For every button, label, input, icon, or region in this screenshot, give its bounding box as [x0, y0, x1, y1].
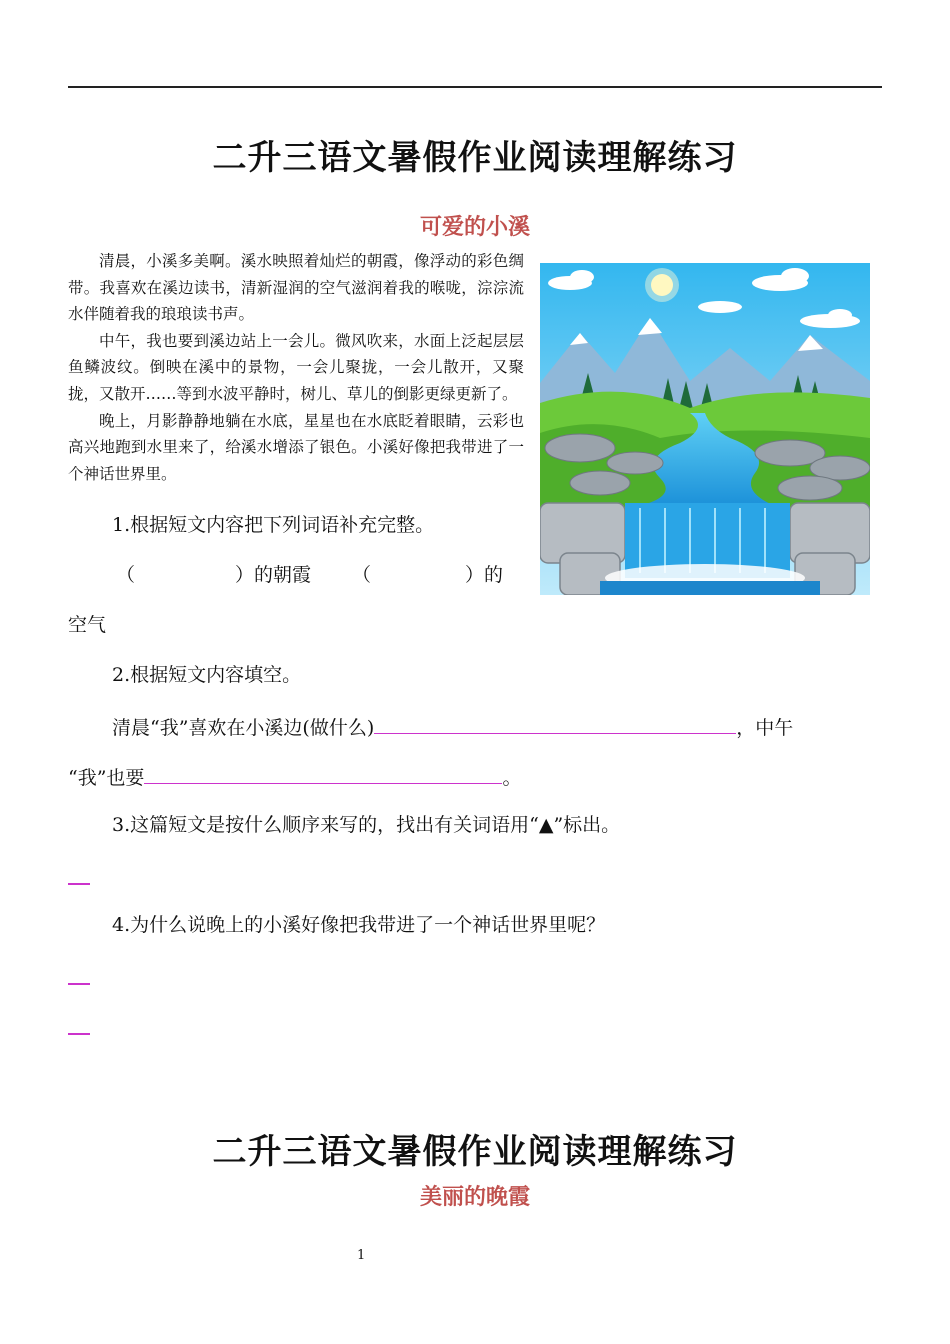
question-1: 1.根据短文内容把下列词语补充完整。 [112, 514, 435, 536]
story-paragraph: 中午，我也要到溪边站上一会儿。微风吹来，水面上泛起层层鱼鳞波纹。倒映在溪中的景物，一会儿聚拢，一会儿散开，又聚拢，又散开……等到水波平静时，树儿、草儿的倒影更绿更新了。 [68, 331, 524, 403]
open-paren: （ [116, 564, 136, 586]
page-number: 1 [357, 1248, 366, 1263]
q2-answer-blank-2[interactable] [144, 763, 502, 784]
page-title: 二升三语文暑假作业阅读理解练习 [212, 138, 738, 178]
q2-line2-suffix: 。 [502, 767, 522, 789]
q2-line-1 [112, 713, 793, 740]
q1-item1-suffix: 的朝霞 [254, 564, 312, 586]
question-4: 4.为什么说晚上的小溪好像把我带进了一个神话世界里呢？ [112, 914, 606, 936]
story2-heading: 美丽的晚霞 [419, 1185, 530, 1210]
q1-fill-row-2 [352, 563, 503, 587]
q1-fill-row [116, 563, 311, 587]
story-paragraph: 晚上，月影静静地躺在水底，星星也在水底眨着眼睛，云彩也高兴地跑到水里来了，给溪水增添了银色。小溪好像把我带进了一个神话世界里。 [68, 411, 524, 483]
q4-answer-line-1[interactable] [68, 983, 90, 985]
q2-line-2 [68, 763, 521, 790]
story1-heading: 可爱的小溪 [419, 215, 530, 240]
q2-line1-prefix: 清晨“我”喜欢在小溪边(做什么) [112, 717, 375, 739]
close-paren: ） [465, 564, 485, 586]
story1-text [68, 248, 524, 487]
top-rule [68, 86, 882, 88]
page-title-2: 二升三语文暑假作业阅读理解练习 [212, 1132, 738, 1172]
q3-answer-line[interactable] [68, 883, 90, 885]
q2-answer-blank-1[interactable] [374, 713, 736, 734]
q2-line2-prefix: “我”也要 [68, 767, 145, 789]
story-paragraph: 清晨，小溪多美啊。溪水映照着灿烂的朝霞，像浮动的彩色绸带。我喜欢在溪边读书，清新湿润的空气滋润着我的喉咙，淙淙流水伴随着我的琅琅读书声。 [68, 252, 524, 324]
q2-line1-suffix: ，中午 [736, 717, 794, 739]
open-paren: （ [352, 564, 372, 586]
q4-answer-line-2[interactable] [68, 1033, 90, 1035]
waterfall-landscape-illustration [540, 263, 870, 595]
q1-continuation: 空气 [68, 614, 107, 636]
question-3: 3.这篇短文是按什么顺序来写的，找出有关词语用“▲”标出。 [112, 814, 621, 836]
question-2: 2.根据短文内容填空。 [112, 664, 302, 686]
close-paren: ） [235, 564, 255, 586]
q1-item2-suffix: 的 [484, 564, 504, 586]
